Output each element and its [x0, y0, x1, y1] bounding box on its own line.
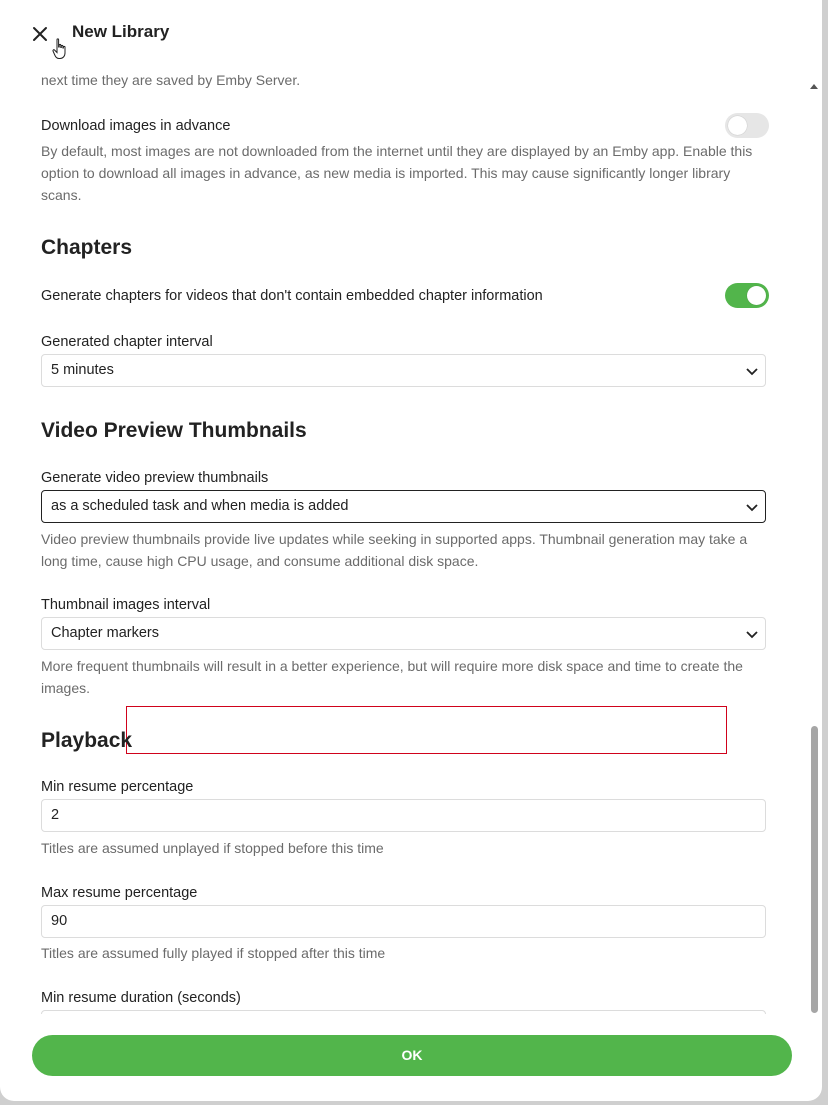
- hand-pointer-icon: [52, 38, 68, 65]
- min-resume-label: Min resume percentage: [41, 779, 194, 795]
- download-images-toggle[interactable]: [725, 113, 769, 138]
- dialog-header: [0, 0, 822, 66]
- close-button[interactable]: [28, 22, 52, 46]
- thumbnail-interval-label: Thumbnail images interval: [41, 597, 211, 613]
- max-resume-value: 90: [51, 913, 68, 929]
- thumbnail-interval-description: More frequent thumbnails will result in a better experience, but will require more disk space and time to create the images.: [41, 658, 743, 696]
- min-resume-duration-input[interactable]: [41, 1010, 766, 1014]
- thumbnail-interval-value: Chapter markers: [51, 625, 159, 641]
- close-icon: [28, 22, 52, 46]
- dialog-content: [0, 66, 808, 1014]
- dialog-title: New Library: [72, 22, 170, 41]
- generate-chapters-label: Generate chapters for videos that don't contain embedded chapter information: [41, 288, 543, 304]
- generate-thumbnails-description: Video preview thumbnails provide live updates while seeking in supported apps. Thumbnail generation may take a long time, cause high CPU usage, and consume additional disk space.: [41, 531, 748, 569]
- video-preview-heading: Video Preview Thumbnails: [41, 419, 307, 442]
- min-resume-value: 2: [51, 807, 60, 823]
- scrollbar-thumb[interactable]: [811, 726, 818, 1013]
- generate-thumbnails-value: as a scheduled task and when media is added: [51, 498, 349, 514]
- generate-thumbnails-label: Generate video preview thumbnails: [41, 470, 269, 486]
- max-resume-label: Max resume percentage: [41, 885, 198, 901]
- min-resume-input[interactable]: [41, 799, 766, 832]
- playback-heading: Playback: [41, 729, 133, 752]
- download-images-label: Download images in advance: [41, 118, 231, 134]
- chapter-interval-value: 5 minutes: [51, 362, 114, 378]
- chevron-down-icon: [745, 627, 759, 641]
- generate-chapters-toggle[interactable]: [725, 283, 769, 308]
- max-resume-description: Titles are assumed fully played if stopped after this time: [41, 945, 386, 961]
- toggle-knob: [728, 116, 747, 135]
- chapters-heading: Chapters: [41, 236, 133, 259]
- download-images-description: By default, most images are not downloaded from the internet until they are displayed by an Emby app. Enable this option to download all images in advance, as new media is imported. This may cause significantly longer library scans.: [41, 143, 753, 203]
- chapter-interval-label: Generated chapter interval: [41, 334, 213, 350]
- generate-thumbnails-select[interactable]: [41, 490, 766, 523]
- chevron-down-icon: [745, 500, 759, 514]
- ok-button[interactable]: OK: [32, 1035, 792, 1076]
- scroll-up-arrow-icon[interactable]: [810, 76, 818, 94]
- top-description: next time they are saved by Emby Server.: [41, 72, 301, 88]
- chevron-down-icon: [745, 364, 759, 378]
- chapter-interval-select[interactable]: [41, 354, 766, 387]
- thumbnail-interval-select[interactable]: [41, 617, 766, 650]
- max-resume-input[interactable]: [41, 905, 766, 938]
- min-resume-duration-label: Min resume duration (seconds): [41, 990, 241, 1006]
- toggle-knob: [747, 286, 766, 305]
- min-resume-description: Titles are assumed unplayed if stopped before this time: [41, 840, 384, 856]
- highlight-rectangle: [126, 706, 727, 754]
